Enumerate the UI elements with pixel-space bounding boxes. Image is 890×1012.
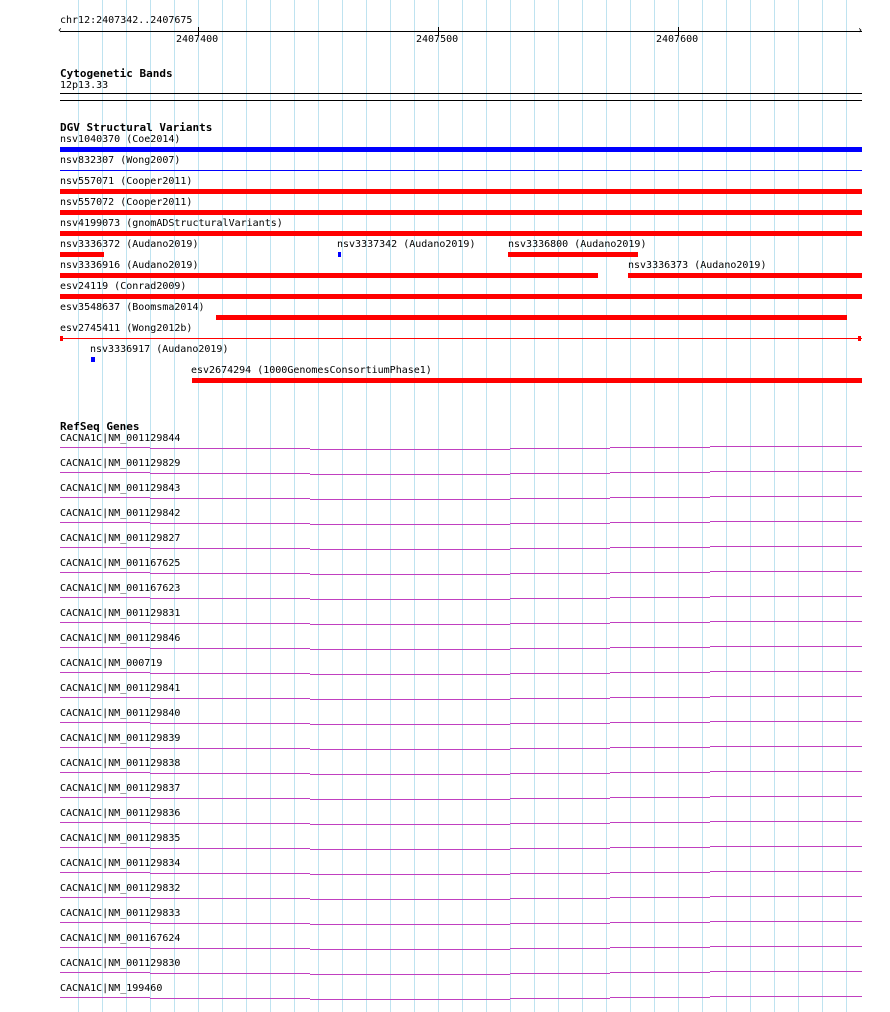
refseq-intron-line: [150, 998, 310, 999]
refseq-intron-line: [510, 673, 610, 674]
refseq-intron-line: [310, 549, 510, 550]
refseq-intron-line: [310, 474, 510, 475]
refseq-intron-line: [510, 623, 610, 624]
refseq-intron-line: [610, 797, 710, 798]
refseq-intron-line: [150, 948, 310, 949]
refseq-intron-line: [150, 773, 310, 774]
refseq-gene-label[interactable]: CACNA1C|NM_001167624: [60, 933, 181, 944]
refseq-intron-line: [710, 671, 862, 672]
refseq-intron-line: [310, 624, 510, 625]
refseq-intron-line: [310, 674, 510, 675]
refseq-intron-line: [310, 649, 510, 650]
refseq-intron-line: [310, 724, 510, 725]
refseq-intron-line: [60, 597, 150, 598]
dgv-variant-bar[interactable]: [60, 294, 862, 299]
refseq-intron-line: [610, 497, 710, 498]
refseq-intron-line: [510, 548, 610, 549]
refseq-intron-line: [150, 823, 310, 824]
refseq-intron-line: [710, 871, 862, 872]
refseq-intron-line: [150, 898, 310, 899]
dgv-variant-label[interactable]: nsv3336917 (Audano2019): [90, 344, 229, 355]
refseq-intron-line: [710, 621, 862, 622]
dgv-variant-bar[interactable]: [60, 273, 598, 278]
refseq-intron-line: [610, 897, 710, 898]
refseq-intron-line: [150, 698, 310, 699]
ruler-right-arrow-icon: ›: [857, 25, 864, 36]
refseq-intron-line: [610, 997, 710, 998]
refseq-intron-line: [610, 547, 710, 548]
refseq-intron-line: [60, 847, 150, 848]
refseq-gene-label[interactable]: CACNA1C|NM_001129843: [60, 483, 181, 494]
refseq-intron-line: [610, 922, 710, 923]
refseq-intron-line: [710, 496, 862, 497]
refseq-gene-label[interactable]: CACNA1C|NM_001129834: [60, 858, 181, 869]
refseq-intron-line: [150, 798, 310, 799]
dgv-variant-bar[interactable]: [60, 170, 862, 171]
refseq-gene-label[interactable]: CACNA1C|NM_001129832: [60, 883, 181, 894]
ruler-tick-label: 2407500: [416, 34, 459, 45]
refseq-intron-line: [710, 521, 862, 522]
refseq-gene-label[interactable]: CACNA1C|NM_001129838: [60, 758, 181, 769]
refseq-intron-line: [60, 497, 150, 498]
refseq-gene-label[interactable]: CACNA1C|NM_001129833: [60, 908, 181, 919]
refseq-intron-line: [510, 523, 610, 524]
refseq-intron-line: [150, 973, 310, 974]
refseq-intron-line: [60, 972, 150, 973]
refseq-intron-line: [610, 597, 710, 598]
refseq-intron-line: [60, 722, 150, 723]
refseq-gene-label[interactable]: CACNA1C|NM_001129844: [60, 433, 181, 444]
refseq-intron-line: [510, 898, 610, 899]
dgv-variant-label[interactable]: nsv557072 (Cooper2011): [60, 197, 193, 208]
refseq-intron-line: [610, 697, 710, 698]
refseq-intron-line: [610, 622, 710, 623]
refseq-intron-line: [310, 849, 510, 850]
refseq-intron-line: [60, 872, 150, 873]
refseq-intron-line: [150, 523, 310, 524]
refseq-intron-line: [710, 746, 862, 747]
refseq-intron-line: [310, 824, 510, 825]
dgv-variant-bar[interactable]: [60, 338, 862, 339]
refseq-intron-line: [310, 999, 510, 1000]
refseq-gene-label[interactable]: CACNA1C|NM_001167625: [60, 558, 181, 569]
refseq-intron-line: [510, 698, 610, 699]
refseq-intron-line: [610, 872, 710, 873]
refseq-intron-line: [60, 922, 150, 923]
dgv-variant-label[interactable]: esv2745411 (Wong2012b): [60, 323, 193, 334]
refseq-gene-label[interactable]: CACNA1C|NM_001129846: [60, 633, 181, 644]
dgv-variant-bar[interactable]: [338, 252, 341, 257]
refseq-intron-line: [150, 873, 310, 874]
refseq-gene-label[interactable]: CACNA1C|NM_001129830: [60, 958, 181, 969]
refseq-intron-line: [60, 797, 150, 798]
dgv-variant-bar[interactable]: [60, 231, 862, 236]
refseq-gene-label[interactable]: CACNA1C|NM_001167623: [60, 583, 181, 594]
refseq-intron-line: [610, 472, 710, 473]
refseq-gene-label[interactable]: CACNA1C|NM_001129840: [60, 708, 181, 719]
refseq-intron-line: [510, 823, 610, 824]
dgv-variant-label[interactable]: esv2674294 (1000GenomesConsortiumPhase1): [191, 365, 432, 376]
refseq-intron-line: [60, 897, 150, 898]
refseq-intron-line: [510, 648, 610, 649]
refseq-intron-line: [510, 798, 610, 799]
refseq-gene-label[interactable]: CACNA1C|NM_001129831: [60, 608, 181, 619]
refseq-intron-line: [60, 772, 150, 773]
refseq-gene-label[interactable]: CACNA1C|NM_001129836: [60, 808, 181, 819]
refseq-intron-line: [60, 672, 150, 673]
refseq-intron-line: [710, 921, 862, 922]
refseq-intron-line: [310, 899, 510, 900]
refseq-intron-line: [150, 723, 310, 724]
refseq-intron-line: [510, 773, 610, 774]
dgv-variant-bar[interactable]: [216, 315, 847, 320]
refseq-intron-line: [510, 923, 610, 924]
refseq-intron-line: [710, 896, 862, 897]
refseq-intron-line: [310, 874, 510, 875]
dgv-variant-label[interactable]: nsv557071 (Cooper2011): [60, 176, 193, 187]
dgv-variant-bar[interactable]: [91, 357, 95, 362]
refseq-intron-line: [60, 472, 150, 473]
refseq-intron-line: [510, 873, 610, 874]
refseq-intron-line: [510, 973, 610, 974]
refseq-intron-line: [510, 998, 610, 999]
refseq-gene-label[interactable]: CACNA1C|NM_001129841: [60, 683, 181, 694]
cytoband-track-title: Cytogenetic Bands: [60, 67, 173, 80]
dgv-track-title: DGV Structural Variants: [60, 121, 213, 134]
dgv-variant-label[interactable]: nsv832307 (Wong2007): [60, 155, 181, 166]
refseq-intron-line: [610, 972, 710, 973]
refseq-intron-line: [710, 821, 862, 822]
refseq-intron-line: [710, 971, 862, 972]
dgv-variant-end-mark: [858, 336, 861, 341]
refseq-intron-line: [610, 847, 710, 848]
refseq-intron-line: [60, 997, 150, 998]
refseq-intron-line: [310, 449, 510, 450]
refseq-intron-line: [150, 573, 310, 574]
dgv-variant-bar[interactable]: [60, 189, 862, 194]
dgv-variant-label[interactable]: nsv3336373 (Audano2019): [628, 260, 767, 271]
ruler-scale[interactable]: [57, 25, 864, 46]
refseq-intron-line: [60, 572, 150, 573]
refseq-intron-line: [710, 546, 862, 547]
refseq-intron-line: [310, 599, 510, 600]
refseq-intron-line: [150, 623, 310, 624]
refseq-intron-line: [150, 448, 310, 449]
dgv-variant-label[interactable]: nsv1040370 (Coe2014): [60, 134, 181, 145]
refseq-intron-line: [150, 648, 310, 649]
refseq-intron-line: [610, 522, 710, 523]
refseq-intron-line: [310, 949, 510, 950]
dgv-variant-label[interactable]: nsv3336372 (Audano2019): [60, 239, 199, 250]
ruler-left-arrow-icon: ‹: [57, 25, 64, 36]
refseq-intron-line: [310, 699, 510, 700]
refseq-intron-line: [150, 748, 310, 749]
refseq-intron-line: [510, 948, 610, 949]
ruler-position-label: chr12:2407342..2407675: [60, 15, 193, 26]
refseq-intron-line: [710, 696, 862, 697]
track-separator: [60, 100, 862, 101]
refseq-intron-line: [710, 771, 862, 772]
refseq-intron-line: [510, 723, 610, 724]
refseq-intron-line: [60, 547, 150, 548]
dgv-variant-bar[interactable]: [60, 210, 862, 215]
refseq-intron-line: [610, 572, 710, 573]
refseq-intron-line: [60, 622, 150, 623]
refseq-gene-label[interactable]: CACNA1C|NM_001129837: [60, 783, 181, 794]
refseq-intron-line: [60, 522, 150, 523]
refseq-intron-line: [710, 796, 862, 797]
refseq-intron-line: [510, 473, 610, 474]
refseq-intron-line: [710, 846, 862, 847]
dgv-variant-label[interactable]: nsv3336916 (Audano2019): [60, 260, 199, 271]
dgv-variant-label[interactable]: esv24119 (Conrad2009): [60, 281, 187, 292]
refseq-intron-line: [150, 473, 310, 474]
refseq-intron-line: [610, 947, 710, 948]
refseq-gene-label[interactable]: CACNA1C|NM_001129829: [60, 458, 181, 469]
refseq-intron-line: [60, 447, 150, 448]
refseq-gene-label[interactable]: CACNA1C|NM_001129827: [60, 533, 181, 544]
refseq-intron-line: [610, 772, 710, 773]
refseq-intron-line: [710, 646, 862, 647]
dgv-variant-bar[interactable]: [60, 252, 104, 257]
refseq-intron-line: [710, 471, 862, 472]
refseq-intron-line: [610, 447, 710, 448]
refseq-gene-label[interactable]: CACNA1C|NM_001129842: [60, 508, 181, 519]
cytoband-bar[interactable]: [60, 93, 862, 94]
refseq-intron-line: [710, 571, 862, 572]
ruler-axis-line: [60, 31, 862, 32]
refseq-intron-line: [610, 822, 710, 823]
refseq-intron-line: [60, 947, 150, 948]
refseq-gene-label[interactable]: CACNA1C|NM_001129839: [60, 733, 181, 744]
refseq-intron-line: [150, 923, 310, 924]
refseq-intron-line: [710, 996, 862, 997]
dgv-variant-bar[interactable]: [508, 252, 638, 257]
refseq-gene-label[interactable]: CACNA1C|NM_000719: [60, 658, 163, 669]
dgv-variant-label[interactable]: nsv4199073 (gnomADStructuralVariants): [60, 218, 283, 229]
cytoband-label: 12p13.33: [60, 80, 109, 91]
refseq-intron-line: [150, 598, 310, 599]
dgv-variant-label[interactable]: nsv3336800 (Audano2019): [508, 239, 647, 250]
dgv-variant-end-mark: [60, 336, 63, 341]
refseq-intron-line: [310, 524, 510, 525]
refseq-intron-line: [310, 974, 510, 975]
refseq-intron-line: [510, 498, 610, 499]
refseq-intron-line: [610, 747, 710, 748]
refseq-intron-line: [310, 924, 510, 925]
refseq-intron-line: [510, 748, 610, 749]
dgv-variant-bar[interactable]: [60, 147, 862, 152]
refseq-intron-line: [510, 573, 610, 574]
refseq-intron-line: [310, 499, 510, 500]
refseq-intron-line: [310, 749, 510, 750]
refseq-intron-line: [310, 574, 510, 575]
refseq-intron-line: [150, 548, 310, 549]
dgv-variant-label[interactable]: nsv3337342 (Audano2019): [337, 239, 476, 250]
refseq-intron-line: [60, 647, 150, 648]
refseq-intron-line: [60, 697, 150, 698]
refseq-intron-line: [150, 498, 310, 499]
refseq-track-title: RefSeq Genes: [60, 420, 140, 433]
refseq-intron-line: [610, 722, 710, 723]
refseq-gene-label[interactable]: CACNA1C|NM_199460: [60, 983, 163, 994]
dgv-variant-label[interactable]: esv3548637 (Boomsma2014): [60, 302, 205, 313]
refseq-intron-line: [150, 848, 310, 849]
refseq-intron-line: [310, 774, 510, 775]
refseq-intron-line: [710, 446, 862, 447]
refseq-intron-line: [610, 647, 710, 648]
refseq-intron-line: [60, 747, 150, 748]
refseq-intron-line: [710, 721, 862, 722]
ruler-tick-label: 2407600: [656, 34, 699, 45]
dgv-variant-bar[interactable]: [628, 273, 862, 278]
ruler-tick-label: 2407400: [176, 34, 219, 45]
refseq-intron-line: [150, 673, 310, 674]
refseq-intron-line: [510, 448, 610, 449]
refseq-intron-line: [610, 672, 710, 673]
refseq-intron-line: [510, 848, 610, 849]
refseq-intron-line: [710, 946, 862, 947]
refseq-gene-label[interactable]: CACNA1C|NM_001129835: [60, 833, 181, 844]
refseq-intron-line: [510, 598, 610, 599]
refseq-intron-line: [710, 596, 862, 597]
refseq-intron-line: [60, 822, 150, 823]
dgv-variant-bar[interactable]: [192, 378, 862, 383]
refseq-intron-line: [310, 799, 510, 800]
